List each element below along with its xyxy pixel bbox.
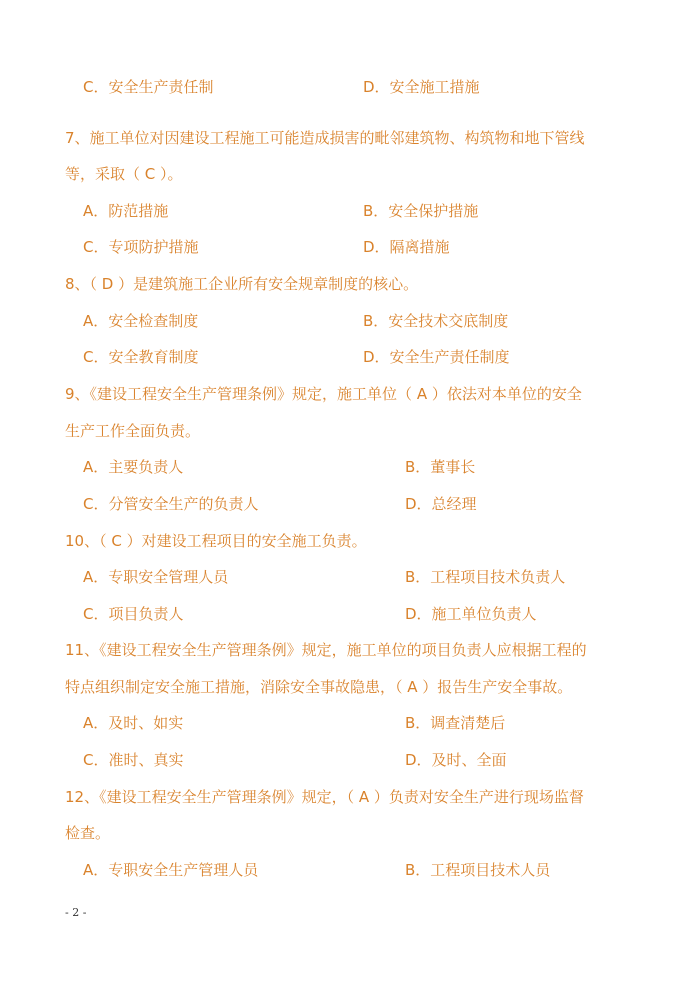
q9-option-d: D．总经理 — [405, 495, 477, 513]
q7-option-b: B．安全保护措施 — [363, 202, 479, 220]
option-d: D．安全施工措施 — [363, 78, 480, 96]
q9-option-b: B．董事长 — [405, 458, 476, 476]
q10-option-a: A．专职安全管理人员 — [83, 568, 229, 586]
question-7-text-cont: 等，采取（ C ）。 — [65, 165, 183, 183]
question-11-text: 11、《建设工程安全生产管理条例》规定，施工单位的项目负责人应根据工程的 — [65, 641, 587, 659]
q7-option-a: A．防范措施 — [83, 202, 169, 220]
option-c: C．安全生产责任制 — [83, 78, 214, 96]
q8-option-b: B．安全技术交底制度 — [363, 312, 509, 330]
q7-option-d: D．隔离措施 — [363, 238, 450, 256]
q8-option-c: C．安全教育制度 — [83, 348, 199, 366]
q11-option-c: C．准时、真实 — [83, 751, 184, 769]
question-7-text: 7、施工单位对因建设工程施工可能造成损害的毗邻建筑物、构筑物和地下管线 — [65, 129, 585, 147]
q9-option-a: A．主要负责人 — [83, 458, 184, 476]
q10-option-b: B．工程项目技术负责人 — [405, 568, 566, 586]
question-12-text-cont: 检查。 — [65, 824, 111, 842]
q10-option-d: D．施工单位负责人 — [405, 605, 537, 623]
q11-option-b: B．调查清楚后 — [405, 714, 506, 732]
question-12-text: 12、《建设工程安全生产管理条例》规定，（ A ）负责对安全生产进行现场监督 — [65, 788, 584, 806]
q8-option-a: A．安全检查制度 — [83, 312, 199, 330]
question-11-text-cont: 特点组织制定安全施工措施，消除安全事故隐患，（ A ）报告生产安全事故。 — [65, 678, 573, 696]
question-8-text: 8、（ D ）是建筑施工企业所有安全规章制度的核心。 — [65, 275, 419, 293]
question-9-text-cont: 生产工作全面负责。 — [65, 422, 201, 440]
q9-option-c: C．分管安全生产的负责人 — [83, 495, 259, 513]
q12-option-a: A．专职安全生产管理人员 — [83, 861, 259, 879]
q11-option-d: D．及时、全面 — [405, 751, 507, 769]
q12-option-b: B．工程项目技术人员 — [405, 861, 551, 879]
question-9-text: 9、《建设工程安全生产管理条例》规定，施工单位（ A ）依法对本单位的安全 — [65, 385, 582, 403]
q8-option-d: D．安全生产责任制度 — [363, 348, 510, 366]
q10-option-c: C．项目负责人 — [83, 605, 184, 623]
q7-option-c: C．专项防护措施 — [83, 238, 199, 256]
question-10-text: 10、（ C ）对建设工程项目的安全施工负责。 — [65, 532, 367, 550]
q11-option-a: A．及时、如实 — [83, 714, 184, 732]
page-number: - 2 - — [65, 906, 87, 919]
